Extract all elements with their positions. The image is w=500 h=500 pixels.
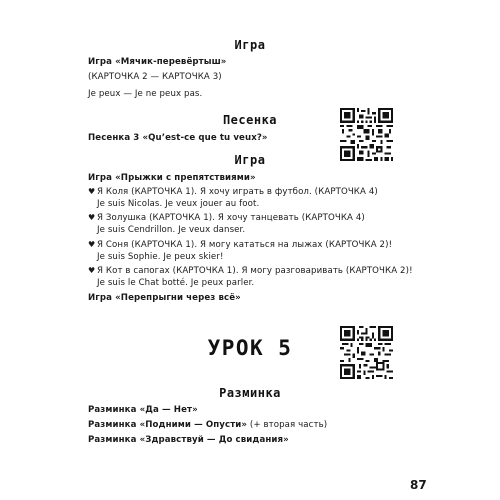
section-heading-game: Игра xyxy=(234,38,266,52)
game-2-title: Игра «Прыжки с препятствиями» xyxy=(88,173,256,183)
list-item-fr: Je suis Sophie. Je peux skier! xyxy=(97,252,224,262)
list-item-fr: Je suis Cendrillon. Je veux danser. xyxy=(97,225,246,235)
warmup-line-2 xyxy=(88,420,327,431)
heart-bullet-icon: ♥ xyxy=(88,213,96,222)
list-item-ru: Я Кот в сапогах (КАРТОЧКА 1). Я могу разговаривать (КАРТОЧКА 2)! xyxy=(97,266,413,276)
warmup-line-1: Разминка «Да — Нет» xyxy=(88,405,198,415)
list-item xyxy=(88,265,413,277)
game-title: Игра «Мячик-перевёртыш» xyxy=(88,57,227,67)
list-item-fr: Je suis le Chat botté. Je peux parler. xyxy=(97,278,255,288)
list-item-ru: Я Золушка (КАРТОЧКА 1). Я хочу танцевать (КАРТОЧКА 4) xyxy=(97,213,365,223)
page-number: 87 xyxy=(410,478,427,492)
section-heading-warmup: Разминка xyxy=(219,386,281,400)
section-heading-game-2: Игра xyxy=(234,153,266,167)
game-cards: (КАРТОЧКА 2 — КАРТОЧКА 3) xyxy=(88,72,222,82)
qr-code-lesson-icon xyxy=(340,326,393,379)
warmup-line-3: Разминка «Здравствуй — До свидания» xyxy=(88,435,289,445)
list-item-ru: Я Соня (КАРТОЧКА 1). Я могу кататься на лыжах (КАРТОЧКА 2)! xyxy=(97,240,393,250)
list-item xyxy=(88,239,392,251)
list-item xyxy=(88,186,378,198)
extra-game-title: Игра «Перепрыгни через всё» xyxy=(88,293,241,303)
list-item-ru: Я Коля (КАРТОЧКА 1). Я хочу играть в футбол. (КАРТОЧКА 4) xyxy=(97,187,378,197)
warmup-line-2-title: Разминка «Подними — Опусти» xyxy=(88,420,248,430)
qr-code-icon[interactable] xyxy=(340,326,393,379)
list-item-fr: Je suis Nicolas. Je veux jouer au foot. xyxy=(97,199,260,209)
heart-bullet-icon: ♥ xyxy=(88,187,96,196)
list-item xyxy=(88,212,365,224)
warmup-line-2-note: (+ вторая часть) xyxy=(247,420,328,430)
heart-bullet-icon: ♥ xyxy=(88,266,96,275)
heart-bullet-icon: ♥ xyxy=(88,240,96,249)
section-heading-song: Песенка xyxy=(222,113,278,127)
game-phrase: Je peux — Je ne peux pas. xyxy=(88,89,203,99)
lesson-title: УРОК 5 xyxy=(207,336,293,360)
song-title: Песенка 3 «Qu’est-ce que tu veux?» xyxy=(88,133,268,143)
